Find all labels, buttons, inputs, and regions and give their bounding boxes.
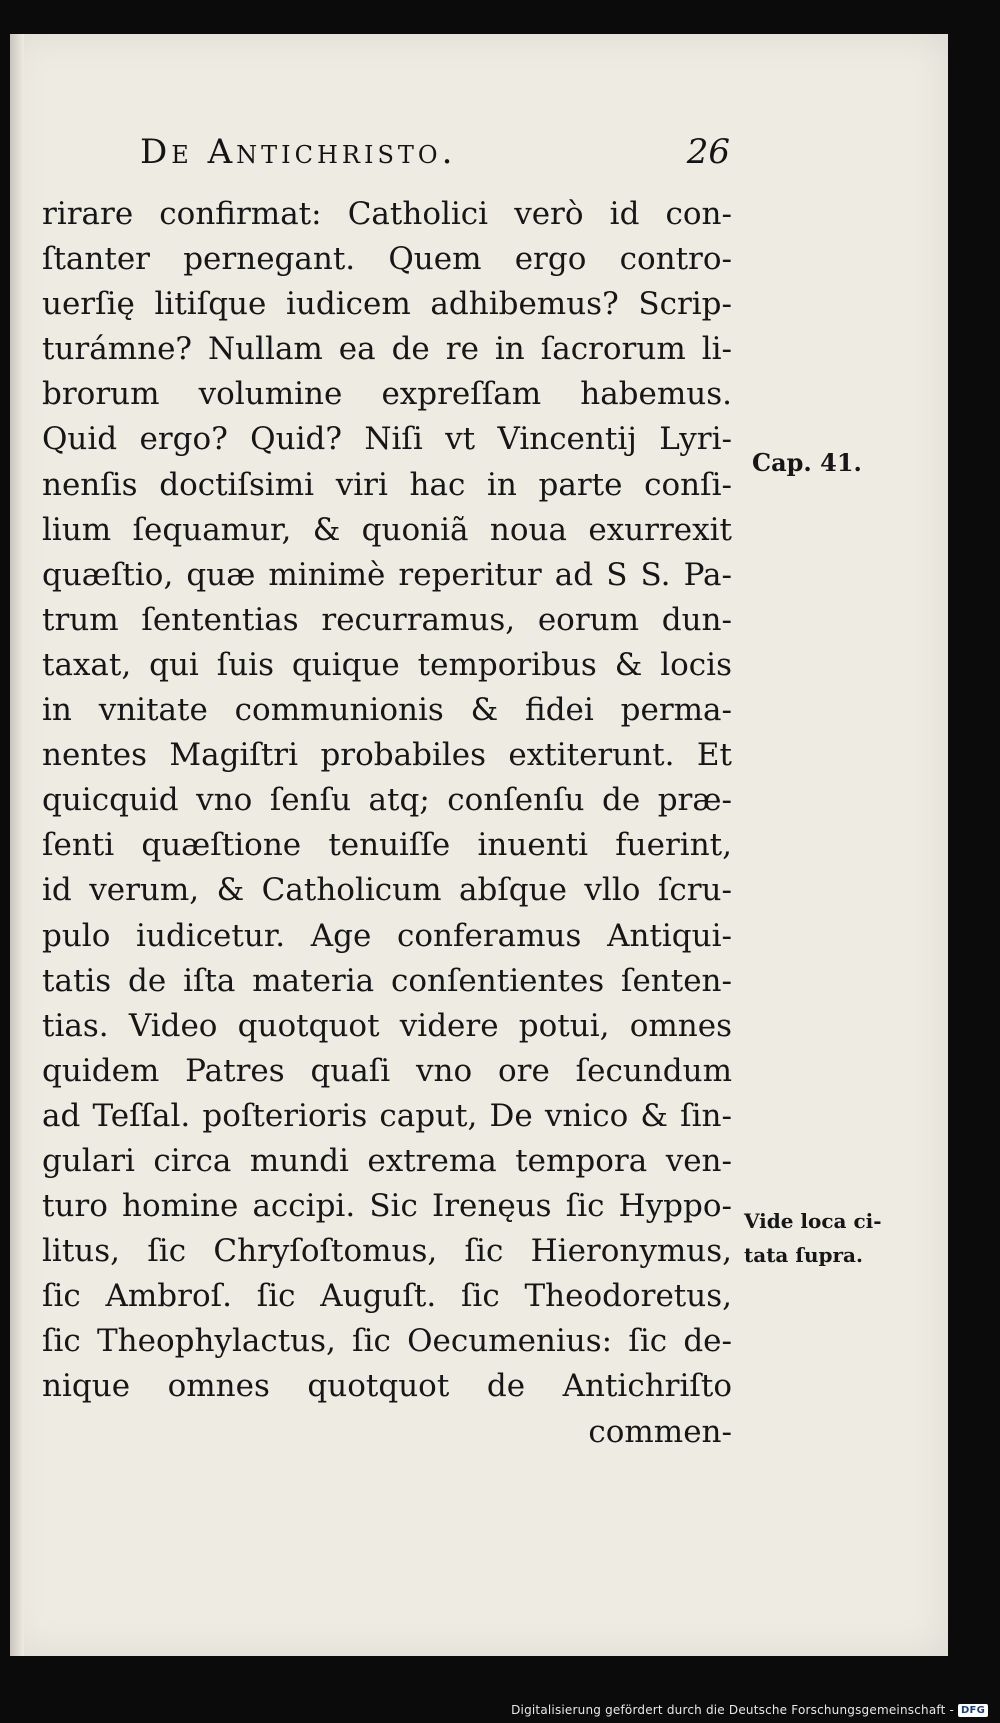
text-line: nenſis doctiſsimi viri hac in parte conſi-	[42, 466, 732, 503]
text-line: nentes Magiſtri probabiles extiterunt. Et	[42, 737, 732, 774]
text-line: ſtanter pernegant. Quem ergo contro-	[42, 241, 732, 278]
text-line: quidem Patres quaſi vno ore ſecundum	[42, 1052, 732, 1089]
digitization-credit	[511, 1703, 988, 1717]
text-line: turo homine accipi. Sic Irenęus ſic Hyppo-	[42, 1188, 732, 1225]
text-line: tatis de iſta materia conſentientes ſenten-	[42, 962, 732, 999]
page-number: 26	[686, 132, 730, 172]
text-line: litus, ſic Chryſoſtomus, ſic Hieronymus,	[42, 1233, 732, 1270]
text-line: id verum, & Catholicum abſque vllo ſcru-	[42, 872, 732, 909]
margin-note-reference-line2: tata ſupra.	[744, 1243, 863, 1267]
text-line: rirare confirmat: Catholici verò id con-	[42, 196, 732, 232]
text-line: quæſtio, quæ minimè reperitur ad S S. Pa-	[42, 556, 732, 593]
text-line: brorum volumine expreſſam habemus.	[42, 376, 732, 413]
text-line: pulo iudicetur. Age conferamus Antiqui-	[42, 917, 732, 954]
catchword: commen-	[588, 1413, 732, 1450]
running-title: De Antichristo.	[140, 132, 457, 172]
credit-text: Digitalisierung gefördert durch die Deutsche Forschungsgemeinschaft -	[511, 1703, 955, 1717]
text-line: tias. Video quotquot videre potui, omnes	[42, 1007, 732, 1044]
text-line: ſenti quæſtione tenuiſſe inuenti fuerint,	[42, 827, 732, 864]
text-line: ad Teſſal. poſterioris caput, De vnico & ſin-	[42, 1097, 732, 1134]
margin-note-reference-line1: Vide loca ci-	[744, 1209, 882, 1233]
text-line: uerſię litiſque iudicem adhibemus? Scrip-	[42, 286, 732, 323]
dfg-logo: DFG	[958, 1704, 988, 1717]
text-line: taxat, qui ſuis quique temporibus & locis	[42, 646, 732, 683]
text-line: nique omnes quotquot de Antichriſto	[42, 1368, 732, 1405]
text-line: lium ſequamur, & quoniã noua exurrexit	[42, 511, 732, 548]
body-text	[42, 192, 732, 1455]
text-line: turámne? Nullam ea de re in ſacrorum li-	[42, 331, 732, 368]
text-line: ſic Ambroſ. ſic Auguſt. ſic Theodoretus,	[42, 1278, 732, 1315]
text-line: gulari circa mundi extrema tempora ven-	[42, 1142, 732, 1179]
text-line: in vnitate communionis & fidei perma-	[42, 692, 732, 729]
text-line: ſic Theophylactus, ſic Oecumenius: ſic de-	[42, 1323, 732, 1360]
text-line: trum ſententias recurramus, eorum dun-	[42, 601, 732, 638]
text-line: quicquid vno ſenſu atq; conſenſu de præ-	[42, 782, 732, 819]
margin-note-chapter: Cap. 41.	[752, 448, 862, 477]
page-gutter-shadow	[10, 34, 24, 1656]
running-head	[140, 132, 730, 172]
text-line: Quid ergo? Quid? Niſi vt Vincentij Lyri-	[42, 421, 732, 458]
